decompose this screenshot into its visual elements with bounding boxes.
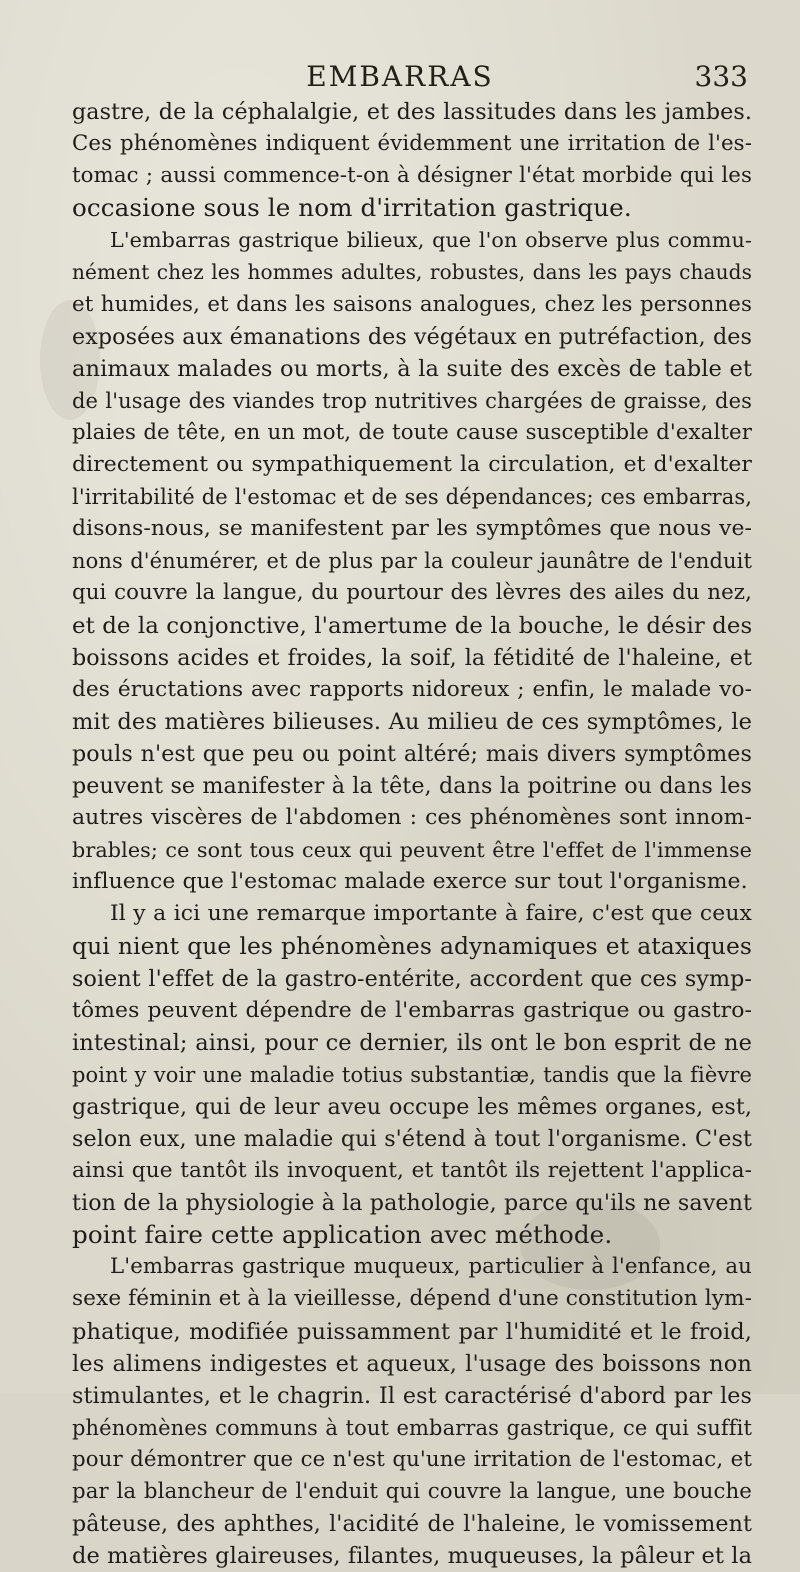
text-line: intestinal; ainsi, pour ce dernier, ils ont le bon esprit de ne xyxy=(72,1029,752,1056)
text-line: peuvent se manifester à la tête, dans la poitrine ou dans les xyxy=(72,772,752,799)
text-line: l'irritabilité de l'estomac et de ses dépendances; ces embarras, xyxy=(72,485,752,510)
text-line: Ces phénomènes indiquent évidemment une irritation de l'es- xyxy=(72,131,752,157)
text-line: boissons acides et froides, la soif, la fétidité de l'haleine, et xyxy=(72,644,752,671)
text-line: point y voir une maladie totius substantiæ, tandis que la fièvre xyxy=(72,1062,752,1087)
text-line: pâteuse, des aphthes, l'acidité de l'haleine, le vomissement xyxy=(72,1511,752,1538)
text-line: qui couvre la langue, du pourtour des lèvres des ailes du nez, xyxy=(72,580,752,606)
text-line: phatique, modifiée puissamment par l'humidité et le froid, xyxy=(72,1318,752,1345)
text-line: de l'usage des viandes trop nutritives chargées de graisse, des xyxy=(72,388,752,413)
text-line: point faire cette application avec méthode. xyxy=(72,1220,613,1250)
running-title: EMBARRAS xyxy=(306,60,494,93)
text-line: et humides, et dans les saisons analogues, chez les personnes xyxy=(72,291,752,317)
text-line: Il y a ici une remarque importante à faire, c'est que ceux xyxy=(110,901,752,927)
text-line: pouls n'est que peu ou point altéré; mais divers symptômes xyxy=(72,740,752,767)
text-line: gastre, de la céphalalgie, et des lassitudes dans les jambes. xyxy=(72,99,752,125)
text-line: directement ou sympathiquement la circulation, et d'exalter xyxy=(72,452,752,478)
text-line: phénomènes communs à tout embarras gastrique, ce qui suffit xyxy=(72,1415,752,1440)
text-line: exposées aux émanations des végétaux en putréfaction, des xyxy=(72,323,752,350)
text-line: brables; ce sont tous ceux qui peuvent être l'effet de l'immense xyxy=(72,838,752,863)
text-line: tomac ; aussi commence-t-on à désigner l'état morbide qui les xyxy=(72,163,752,189)
text-line: autres viscères de l'abdomen : ces phénomènes sont innom- xyxy=(72,805,752,831)
text-line: qui nient que les phénomènes adynamiques et ataxiques xyxy=(72,932,752,961)
text-line: sexe féminin et à la vieillesse, dépend d'une constitution lym- xyxy=(72,1286,752,1312)
text-line: gastrique, qui de leur aveu occupe les mêmes organes, est, xyxy=(72,1093,752,1120)
text-line: de matières glaireuses, filantes, muqueuses, la pâleur et la xyxy=(72,1543,753,1570)
page-number: 333 xyxy=(694,60,748,93)
text-line: et de la conjonctive, l'amertume de la bouche, le désir des xyxy=(72,612,753,639)
text-line: animaux malades ou morts, à la suite des excès de table et xyxy=(72,355,752,382)
text-line: L'embarras gastrique bilieux, que l'on observe plus commu- xyxy=(110,228,752,253)
text-line: occasione sous le nom d'irritation gastrique. xyxy=(72,193,632,223)
text-line: L'embarras gastrique muqueux, particulier à l'enfance, au xyxy=(110,1254,752,1280)
text-line: tion de la physiologie à la pathologie, parce qu'ils ne savent xyxy=(72,1190,752,1217)
text-line: tômes peuvent dépendre de l'embarras gastrique ou gastro- xyxy=(72,997,752,1023)
text-line: des éructations avec rapports nidoreux ; enfin, le malade vo- xyxy=(72,676,752,702)
text-line: par la blancheur de l'enduit qui couvre la langue, une bouche xyxy=(72,1479,752,1505)
text-line: selon eux, une maladie qui s'étend à tout l'organisme. C'est xyxy=(72,1126,752,1152)
text-line: nons d'énumérer, et de plus par la couleur jaunâtre de l'enduit xyxy=(72,549,752,574)
text-line: stimulantes, et le chagrin. Il est caractérisé d'abord par les xyxy=(72,1382,752,1409)
text-line: mit des matières bilieuses. Au milieu de ces symptômes, le xyxy=(72,708,752,735)
body-text xyxy=(72,96,752,1572)
text-line: influence que l'estomac malade exerce sur tout l'organisme. xyxy=(72,869,748,895)
text-line: nément chez les hommes adultes, robustes, dans les pays chauds xyxy=(72,260,752,285)
text-line: pour démontrer que ce n'est qu'une irritation de l'estomac, et xyxy=(72,1446,752,1472)
text-line: les alimens indigestes et aqueux, l'usage des boissons non xyxy=(72,1350,752,1377)
text-line: soient l'effet de la gastro-entérite, accordent que ces symp- xyxy=(72,965,752,992)
text-line: disons-nous, se manifestent par les symptômes que nous ve- xyxy=(72,516,752,542)
text-line: plaies de tête, en un mot, de toute cause susceptible d'exalter xyxy=(72,419,752,445)
text-line: ainsi que tantôt ils invoquent, et tantôt ils rejettent l'applica- xyxy=(72,1158,752,1184)
page-header xyxy=(0,52,800,96)
